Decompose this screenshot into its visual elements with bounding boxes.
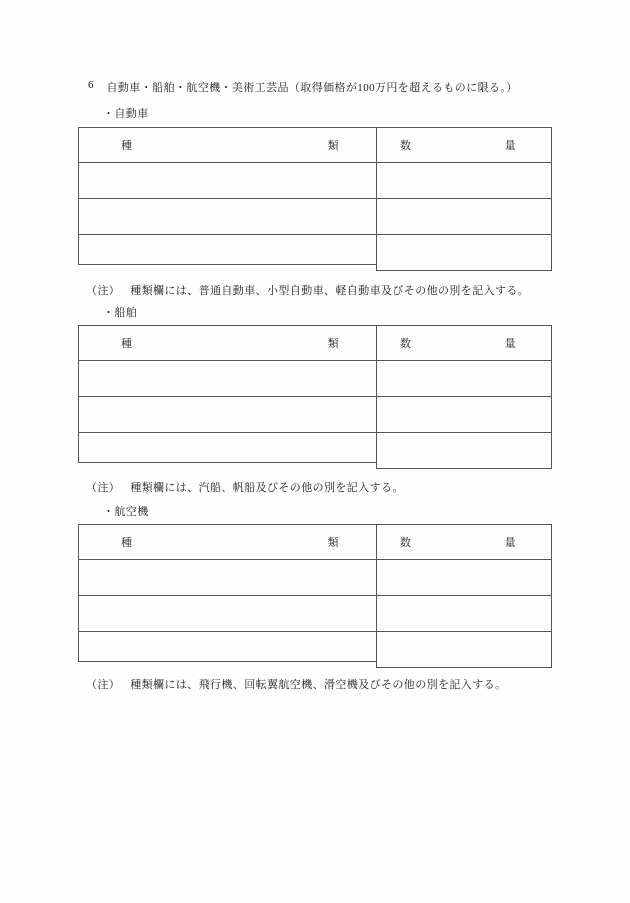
type-column-header [79, 128, 376, 163]
ship-table [78, 325, 552, 469]
note-prefix: （注） [86, 285, 121, 297]
type-header-right-char: 類 [327, 140, 339, 152]
subsection-label-automobile: ・自動車 [103, 108, 149, 120]
empty-type-cell [79, 433, 376, 462]
type-column-header [79, 326, 376, 361]
quantity-header-left-char: 数 [400, 338, 412, 350]
empty-type-cell [79, 235, 376, 264]
quantity-column-header [377, 128, 551, 163]
type-header-left-char: 種 [121, 140, 133, 152]
type-header-right-char: 類 [327, 537, 339, 549]
empty-type-cell [79, 560, 376, 596]
quantity-header-left-char: 数 [400, 537, 412, 549]
note-text: 種類欄には、汽船、帆船及びその他の別を記入する。 [130, 482, 404, 494]
subsection-label-aircraft: ・航空機 [103, 506, 149, 518]
quantity-header-left-char: 数 [400, 140, 412, 152]
type-column-header [79, 525, 376, 560]
note-prefix: （注） [86, 482, 121, 494]
quantity-column [376, 325, 552, 469]
section-number: 6 [88, 79, 94, 91]
quantity-header-right-char: 量 [504, 140, 516, 152]
empty-quantity-cell [377, 235, 551, 270]
section-heading [88, 79, 518, 95]
note-automobile [86, 282, 529, 298]
quantity-column [376, 524, 552, 668]
empty-quantity-cell [377, 560, 551, 596]
empty-quantity-cell [377, 632, 551, 667]
empty-quantity-cell [377, 397, 551, 433]
empty-type-cell [79, 163, 376, 199]
quantity-column [376, 127, 552, 271]
type-column [78, 524, 376, 662]
empty-type-cell [79, 632, 376, 661]
section-title: 自動車・船舶・航空機・美術工芸品（取得価格が100万円を超えるものに限る。） [106, 82, 518, 94]
empty-quantity-cell [377, 163, 551, 199]
type-header-left-char: 種 [121, 537, 133, 549]
note-ship [86, 479, 404, 495]
empty-quantity-cell [377, 361, 551, 397]
note-text: 種類欄には、飛行機、回転翼航空機、滑空機及びその他の別を記入する。 [130, 679, 507, 691]
quantity-header-right-char: 量 [504, 537, 516, 549]
empty-type-cell [79, 199, 376, 235]
aircraft-table [78, 524, 552, 668]
note-prefix: （注） [86, 679, 121, 691]
empty-quantity-cell [377, 199, 551, 235]
note-text: 種類欄には、普通自動車、小型自動車、軽自動車及びその他の別を記入する。 [130, 285, 530, 297]
empty-quantity-cell [377, 596, 551, 632]
empty-type-cell [79, 397, 376, 433]
type-header-left-char: 種 [121, 338, 133, 350]
automobile-table [78, 127, 552, 271]
type-column [78, 325, 376, 463]
empty-type-cell [79, 596, 376, 632]
type-column [78, 127, 376, 265]
quantity-column-header [377, 326, 551, 361]
note-aircraft [86, 676, 506, 692]
empty-quantity-cell [377, 433, 551, 468]
empty-type-cell [79, 361, 376, 397]
quantity-header-right-char: 量 [504, 338, 516, 350]
subsection-label-ship: ・船舶 [103, 307, 138, 319]
type-header-right-char: 類 [327, 338, 339, 350]
quantity-column-header [377, 525, 551, 560]
